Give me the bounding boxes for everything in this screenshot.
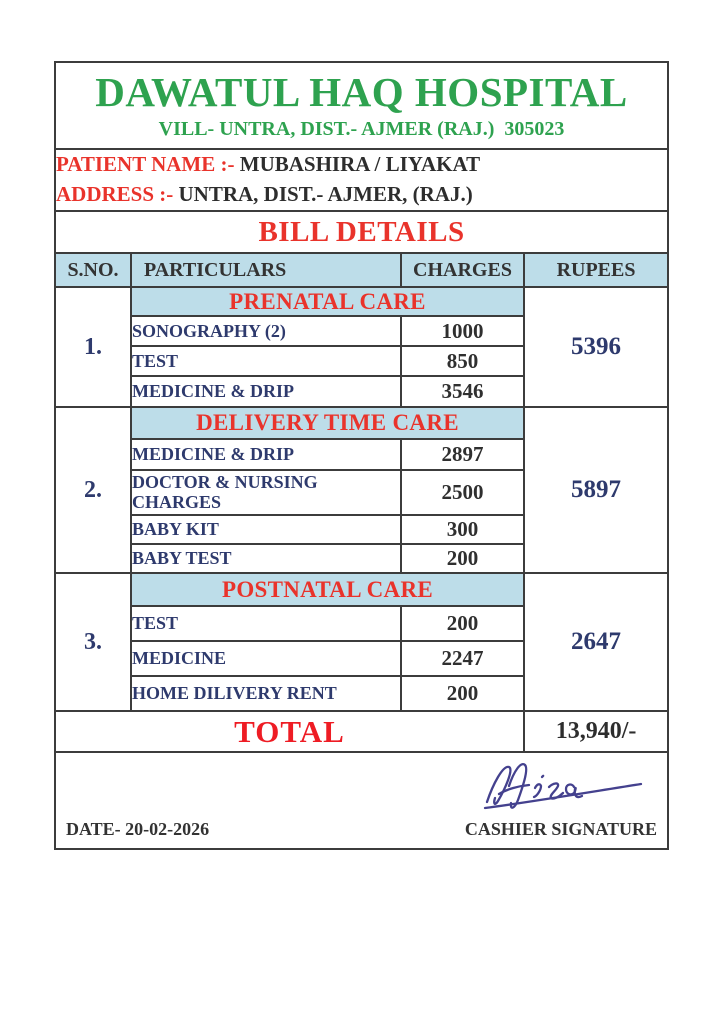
total-value: 13,940/- — [555, 718, 637, 744]
total-value-cell — [524, 711, 668, 752]
item-charge: 200 — [446, 611, 479, 635]
section-rupees: 2647 — [524, 573, 668, 711]
cashier-signature-label: CASHIER SIGNATURE — [464, 819, 658, 839]
item-charge: 200 — [446, 681, 479, 705]
item-charge: 3546 — [441, 379, 484, 403]
section-title-band — [131, 287, 524, 316]
item-label: BABY TEST — [132, 548, 232, 568]
section-title: PRENATAL CARE — [229, 288, 426, 314]
patient-name-line — [56, 150, 667, 180]
section-title-band — [131, 407, 524, 439]
bill-details-row — [55, 211, 668, 253]
item-charge: 300 — [446, 517, 479, 541]
section-title-band — [131, 573, 524, 606]
item-charge: 1000 — [441, 318, 484, 343]
patient-address-label: ADDRESS :- — [56, 182, 174, 206]
hospital-address: VILL- UNTRA, DIST.- AJMER (RAJ.) 305023 — [158, 118, 565, 141]
total-label: TOTAL — [234, 713, 345, 749]
item-label: MEDICINE & DRIP — [132, 444, 294, 464]
item-label: HOME DILIVERY RENT — [132, 683, 337, 703]
item-charge: 2897 — [441, 442, 484, 466]
hospital-bill — [54, 61, 669, 850]
patient-address-line — [56, 180, 667, 210]
patient-name-value: MUBASHIRA / LIYAKAT — [239, 152, 481, 177]
bill-details-title: BILL DETAILS — [258, 215, 465, 248]
item-charge: 200 — [446, 546, 479, 570]
section-title: POSTNATAL CARE — [221, 576, 434, 602]
total-row — [55, 711, 524, 752]
section-sno: 1. — [55, 287, 131, 407]
hospital-header — [55, 62, 668, 149]
item-charge: 2500 — [441, 480, 484, 504]
patient-name-label: PATIENT NAME :- — [56, 152, 235, 177]
hospital-name: DAWATUL HAQ HOSPITAL — [95, 68, 628, 115]
item-label: TEST — [132, 350, 179, 371]
col-header-sno: S.NO. — [55, 253, 131, 287]
footer-date: DATE- 20-02-2026 — [66, 819, 210, 839]
item-label: SONOGRAPHY (2) — [132, 320, 286, 341]
section-sno: 2. — [55, 407, 131, 573]
item-charge: 850 — [446, 348, 479, 373]
item-label: MEDICINE — [132, 648, 227, 668]
section-rupees: 5897 — [524, 407, 668, 573]
patient-address-value: UNTRA, DIST.- AJMER, (RAJ.) — [178, 182, 473, 206]
col-header-rupees: RUPEES — [524, 253, 668, 287]
section-sno: 3. — [55, 573, 131, 711]
cashier-signature-image — [479, 756, 649, 814]
item-charge: 2247 — [441, 646, 484, 670]
item-label: TEST — [132, 613, 179, 633]
bill-footer — [55, 752, 668, 849]
section-rupees: 5396 — [524, 287, 668, 407]
item-label: MEDICINE & DRIP — [132, 381, 294, 401]
col-header-charges: CHARGES — [401, 253, 524, 287]
patient-info — [55, 149, 668, 211]
item-label: DOCTOR & NURSING CHARGES — [132, 471, 318, 513]
item-label: BABY KIT — [132, 519, 219, 539]
section-title: DELIVERY TIME CARE — [196, 410, 459, 435]
col-header-particulars: PARTICULARS — [131, 253, 401, 287]
signature-scribble-icon — [479, 756, 649, 814]
